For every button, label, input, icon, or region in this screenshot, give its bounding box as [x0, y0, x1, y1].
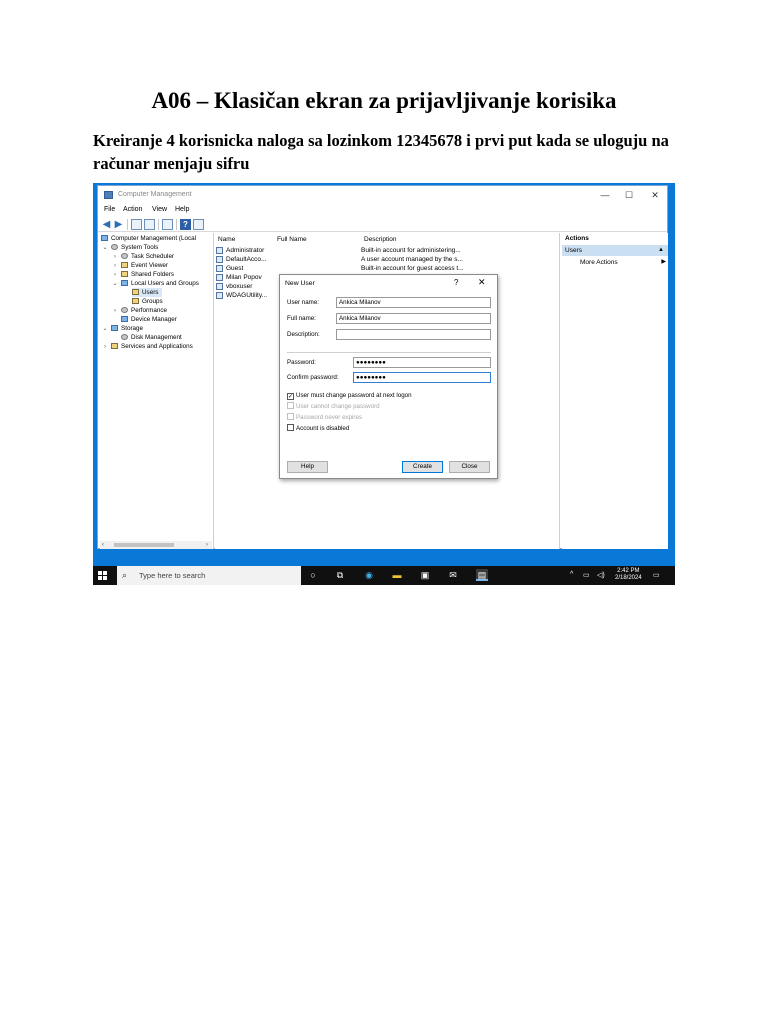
fullname-label: Full name:: [287, 315, 316, 322]
checkbox-disabled[interactable]: [287, 413, 294, 420]
username-input[interactable]: Ankica Milanov: [336, 297, 491, 308]
user-icon: [216, 247, 223, 254]
table-row[interactable]: DefaultAcco... A user account managed by the s...: [215, 255, 559, 264]
dialog-help-icon[interactable]: ?: [454, 278, 459, 287]
tree-item-users[interactable]: Users: [132, 288, 162, 297]
new-user-dialog: [279, 274, 498, 479]
user-icon: [216, 265, 223, 272]
chevron-down-icon[interactable]: ⌄: [102, 326, 108, 332]
help-icon[interactable]: ?: [180, 219, 191, 230]
table-row[interactable]: Milan Popov: [215, 273, 559, 282]
tree-item-performance[interactable]: › Performance: [114, 307, 168, 314]
notifications-icon[interactable]: ▭: [653, 572, 660, 579]
option-cannot-change-password[interactable]: User cannot change password: [287, 402, 380, 411]
chevron-right-icon[interactable]: ›: [114, 254, 116, 260]
checkbox-checked[interactable]: ✓: [288, 394, 294, 400]
taskbar-search-placeholder: Type here to search: [139, 571, 206, 580]
create-button[interactable]: Create: [402, 461, 443, 473]
cortana-icon[interactable]: ○: [310, 570, 316, 580]
tree-item-event-viewer[interactable]: › Event Viewer: [114, 262, 168, 269]
confirm-password-label: Confirm password:: [287, 374, 339, 381]
table-row[interactable]: WDAGUtility...: [215, 291, 559, 300]
window-title: Computer Management: [118, 191, 192, 198]
taskbar-clock[interactable]: [615, 568, 642, 582]
users-icon: [121, 280, 128, 286]
actions-header: Actions: [565, 235, 589, 242]
folder-icon: [132, 298, 139, 304]
file-explorer-icon[interactable]: ▬: [392, 570, 402, 580]
disk-icon: [121, 334, 128, 340]
menu-view[interactable]: View: [152, 206, 168, 213]
menu-action[interactable]: Action: [123, 206, 143, 213]
user-icon: [216, 274, 223, 281]
performance-icon: [121, 307, 128, 313]
edge-browser-icon[interactable]: ◉: [365, 570, 373, 580]
windows-taskbar: [93, 566, 675, 585]
window-titlebar[interactable]: [98, 186, 667, 204]
description-label: Description:: [287, 331, 320, 338]
close-button[interactable]: Close: [449, 461, 490, 473]
chevron-right-icon[interactable]: ›: [114, 272, 116, 278]
tree-item-disk-management[interactable]: Disk Management: [121, 333, 182, 342]
computer-management-window: [97, 185, 668, 549]
column-header-name[interactable]: Name: [218, 236, 236, 243]
tree-item-shared-folders[interactable]: › Shared Folders: [114, 271, 175, 278]
dialog-title: New User: [285, 280, 315, 287]
clock-icon: [121, 253, 128, 259]
task-view-icon[interactable]: ⧉: [336, 570, 344, 580]
tree-item-groups[interactable]: Groups: [132, 297, 163, 306]
chevron-down-icon[interactable]: ⌄: [102, 245, 108, 251]
properties-icon[interactable]: [193, 219, 204, 230]
minimize-button[interactable]: —: [600, 190, 610, 200]
description-input[interactable]: [336, 329, 491, 340]
network-icon[interactable]: ▭: [583, 572, 590, 579]
fullname-input[interactable]: Ankica Milanov: [336, 313, 491, 324]
back-arrow-icon[interactable]: ◀: [102, 219, 111, 230]
folder-icon: [121, 271, 128, 277]
windows-start-icon[interactable]: [98, 571, 107, 580]
chevron-right-icon[interactable]: ›: [114, 263, 116, 269]
option-account-disabled[interactable]: Account is disabled: [287, 424, 349, 433]
actions-pane: [562, 233, 668, 549]
services-icon: [111, 343, 118, 349]
toolbar-separator: [127, 219, 128, 230]
option-must-change-password[interactable]: ✓ User must change password at next logon: [288, 392, 412, 400]
tree-item-task-scheduler[interactable]: › Task Scheduler: [114, 253, 175, 260]
chevron-right-icon[interactable]: ›: [114, 308, 116, 314]
document-subtitle: Kreiranje 4 korisnicka naloga sa lozinkom 12345678 i prvi put kada se uloguju na računar menjaju sifru: [93, 131, 669, 173]
mail-icon[interactable]: ✉: [449, 570, 457, 580]
console-tree: [100, 233, 214, 549]
clock-date: 2/18/2024: [615, 575, 642, 581]
tree-horizontal-scrollbar[interactable]: [100, 541, 212, 549]
computer-management-icon: [104, 191, 113, 199]
document-title: A06 – Klasičan ekran za prijavljivanje korisika: [151, 88, 617, 113]
tree-item-local-users-groups[interactable]: ⌄ Local Users and Groups: [112, 280, 199, 287]
password-input[interactable]: ●●●●●●●●: [353, 357, 491, 368]
menu-bar: [98, 204, 667, 216]
close-window-button[interactable]: ✕: [651, 190, 659, 200]
option-password-never-expires[interactable]: Password never expires: [287, 413, 362, 422]
event-viewer-icon: [121, 262, 128, 268]
checkbox-unchecked[interactable]: [287, 424, 294, 431]
confirm-password-input[interactable]: ●●●●●●●●: [353, 372, 491, 383]
computer-management-taskbar-icon[interactable]: ▤: [477, 570, 487, 580]
chevron-down-icon[interactable]: ⌄: [112, 281, 118, 287]
forward-arrow-icon[interactable]: ▶: [114, 219, 123, 230]
collapse-triangle-icon[interactable]: ▲: [658, 247, 664, 253]
search-icon: ⌕: [122, 570, 128, 580]
column-header-full-name[interactable]: Full Name: [277, 236, 307, 243]
more-actions-item[interactable]: More Actions ▶: [580, 259, 666, 266]
taskbar-search-box[interactable]: [117, 566, 301, 585]
tools-icon: [111, 244, 118, 250]
show-hide-tree-icon[interactable]: [144, 219, 155, 230]
user-icon: [216, 292, 223, 299]
menu-help[interactable]: Help: [175, 206, 190, 213]
up-folder-icon[interactable]: [131, 219, 142, 230]
storage-icon: [111, 325, 118, 331]
column-header-description[interactable]: Description: [364, 236, 397, 243]
actions-section-users[interactable]: Users ▲: [562, 245, 668, 256]
toolbar-separator: [176, 219, 177, 230]
table-row[interactable]: Administrator Built-in account for administering...: [215, 246, 559, 255]
clock-time: 2:42 PM: [617, 568, 640, 574]
menu-file[interactable]: File: [104, 206, 116, 213]
table-row[interactable]: Guest Built-in account for guest access t...: [215, 264, 559, 273]
store-icon[interactable]: ▣: [420, 570, 430, 580]
password-label: Password:: [287, 359, 316, 366]
device-manager-icon: [121, 316, 128, 322]
scroll-left-icon[interactable]: ‹: [102, 542, 104, 548]
dialog-close-icon[interactable]: ✕: [478, 277, 486, 287]
scroll-right-icon[interactable]: ›: [206, 542, 208, 548]
chevron-right-icon[interactable]: ›: [104, 344, 106, 350]
computer-icon: [101, 235, 108, 241]
tree-item-computer-management[interactable]: Computer Management (Local: [101, 234, 196, 243]
help-button[interactable]: Help: [287, 461, 328, 473]
username-label: User name:: [287, 299, 319, 306]
submenu-triangle-icon: ▶: [661, 259, 666, 265]
volume-icon[interactable]: ◁): [597, 572, 605, 579]
tree-item-system-tools[interactable]: ⌄ System Tools: [102, 244, 159, 251]
embedded-screenshot: [93, 183, 675, 585]
user-icon: [216, 256, 223, 263]
user-icon: [216, 283, 223, 290]
folder-icon: [132, 289, 139, 295]
tree-item-services-applications[interactable]: › Services and Applications: [104, 343, 193, 350]
tree-item-device-manager[interactable]: Device Manager: [121, 315, 177, 324]
table-row[interactable]: vboxuser: [215, 282, 559, 291]
dialog-divider: [287, 352, 491, 353]
toolbar-separator: [158, 219, 159, 230]
show-hidden-icons-chevron[interactable]: ^: [570, 571, 574, 578]
toolbar: [98, 217, 667, 232]
export-list-icon[interactable]: [162, 219, 173, 230]
checkbox-disabled[interactable]: [287, 402, 294, 409]
tree-item-storage[interactable]: ⌄ Storage: [102, 325, 144, 332]
maximize-button[interactable]: ☐: [624, 190, 634, 200]
scrollbar-thumb[interactable]: [114, 543, 174, 547]
